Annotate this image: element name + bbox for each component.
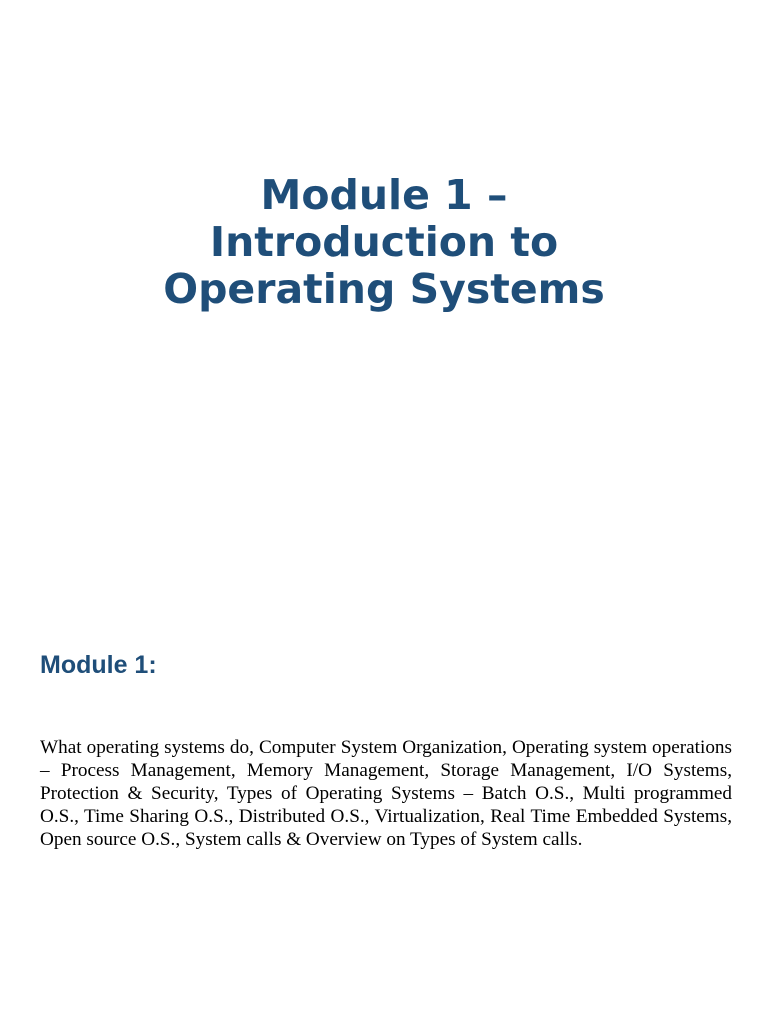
- section-body-paragraph: What operating systems do, Computer System Organization, Operating system operations – Process Management, Memory Management, Storage Management, I/O Systems, Protection & Security, Types of Operating Systems – Batch O.S., Multi programmed O.S., Time Sharing O.S., Distributed O.S., Virtualization, Real Time Embedded Systems, Open source O.S., System calls & Overview on Types of System calls.: [40, 737, 732, 850]
- title-line-1: Module 1 –: [260, 171, 508, 219]
- section-heading: Module 1:: [40, 651, 157, 679]
- title-line-3: Operating Systems: [163, 265, 605, 313]
- title-line-2: Introduction to: [209, 218, 559, 266]
- page-title: [0, 172, 768, 313]
